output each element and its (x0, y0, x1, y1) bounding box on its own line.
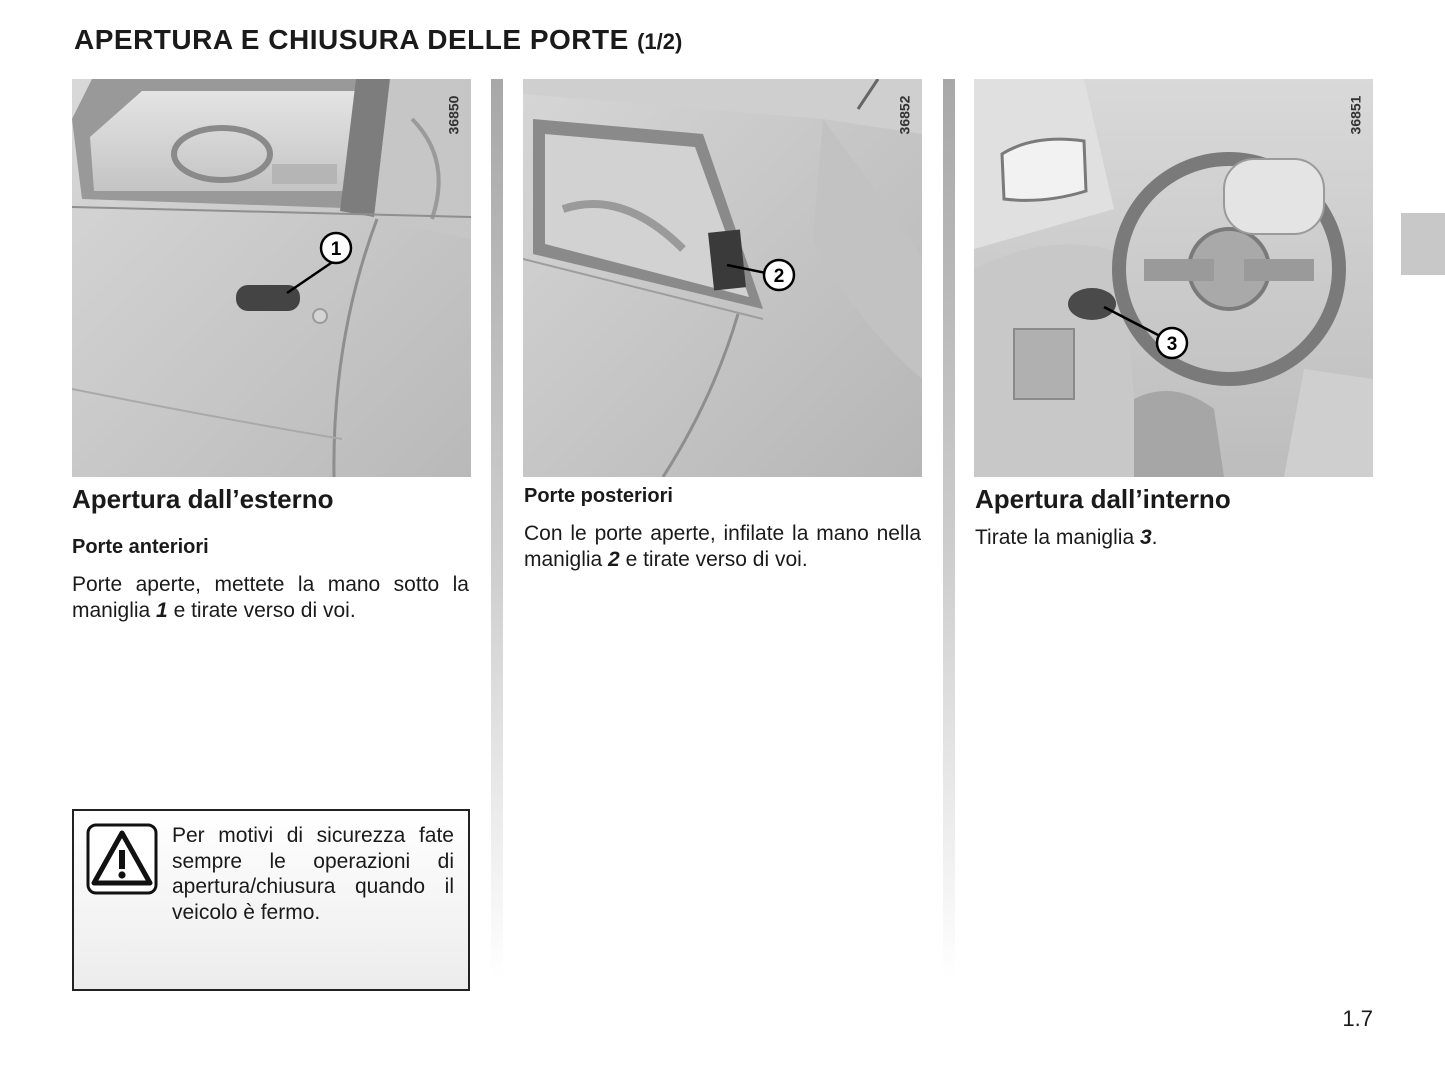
figure-front-door-exterior (72, 79, 471, 477)
figure-code-text: 36851 (1347, 95, 1363, 135)
figure-interior-handle (974, 79, 1373, 477)
interior-text-2: . (1151, 526, 1158, 549)
page-counter: (1/2) (637, 29, 683, 54)
figure-code-label (1343, 85, 1367, 145)
front-door-illustration (72, 79, 471, 477)
subheading-rear-doors: Porte posteriori (524, 485, 673, 507)
interior-instructions (975, 525, 1372, 551)
interior-text-1: Tirate la maniglia (975, 526, 1140, 549)
safety-warning-text: Per motivi di sicurezza fate sempre le operazioni di apertura/chiusura quando il veicolo è fermo. (172, 824, 454, 924)
rear-doors-instructions (524, 521, 921, 572)
column-divider-left (491, 79, 503, 979)
figure-rear-door (523, 79, 922, 477)
column-divider-right (943, 79, 955, 979)
front-doors-text-2: e tirate verso di voi. (167, 598, 356, 622)
page-title-text: APERTURA E CHIUSURA DELLE PORTE (74, 24, 629, 55)
handle-ref-3: 3 (1139, 526, 1152, 549)
callout-2: 2 (773, 266, 785, 287)
front-doors-instructions (72, 572, 469, 623)
figure-code-text: 36850 (445, 95, 461, 135)
rear-doors-text-2: e tirate verso di voi. (619, 547, 808, 571)
front-doors-text-1: Porte aperte, mettete la mano sotto la maniglia (72, 573, 469, 622)
rear-door-illustration (523, 79, 922, 477)
rear-doors-text-1: Con le porte aperte, infilate la mano nella maniglia (524, 522, 921, 571)
warning-triangle-icon (86, 823, 158, 895)
page-number: 1.7 (1342, 1006, 1373, 1031)
heading-interior-opening: Apertura dall’interno (975, 484, 1231, 514)
callout-1: 1 (330, 239, 342, 260)
figure-code-label (441, 85, 465, 145)
interior-handle-illustration (974, 79, 1373, 477)
safety-warning-box (72, 809, 470, 991)
heading-exterior-opening: Apertura dall’esterno (72, 484, 334, 514)
section-thumb-tab (1401, 213, 1445, 275)
figure-code-label (892, 85, 916, 145)
handle-ref-2: 2 (608, 547, 620, 571)
figure-code-text: 36852 (896, 95, 912, 135)
handle-ref-1: 1 (156, 598, 168, 622)
callout-3: 3 (1166, 334, 1178, 355)
page-title (74, 24, 682, 56)
subheading-front-doors: Porte anteriori (72, 536, 209, 558)
